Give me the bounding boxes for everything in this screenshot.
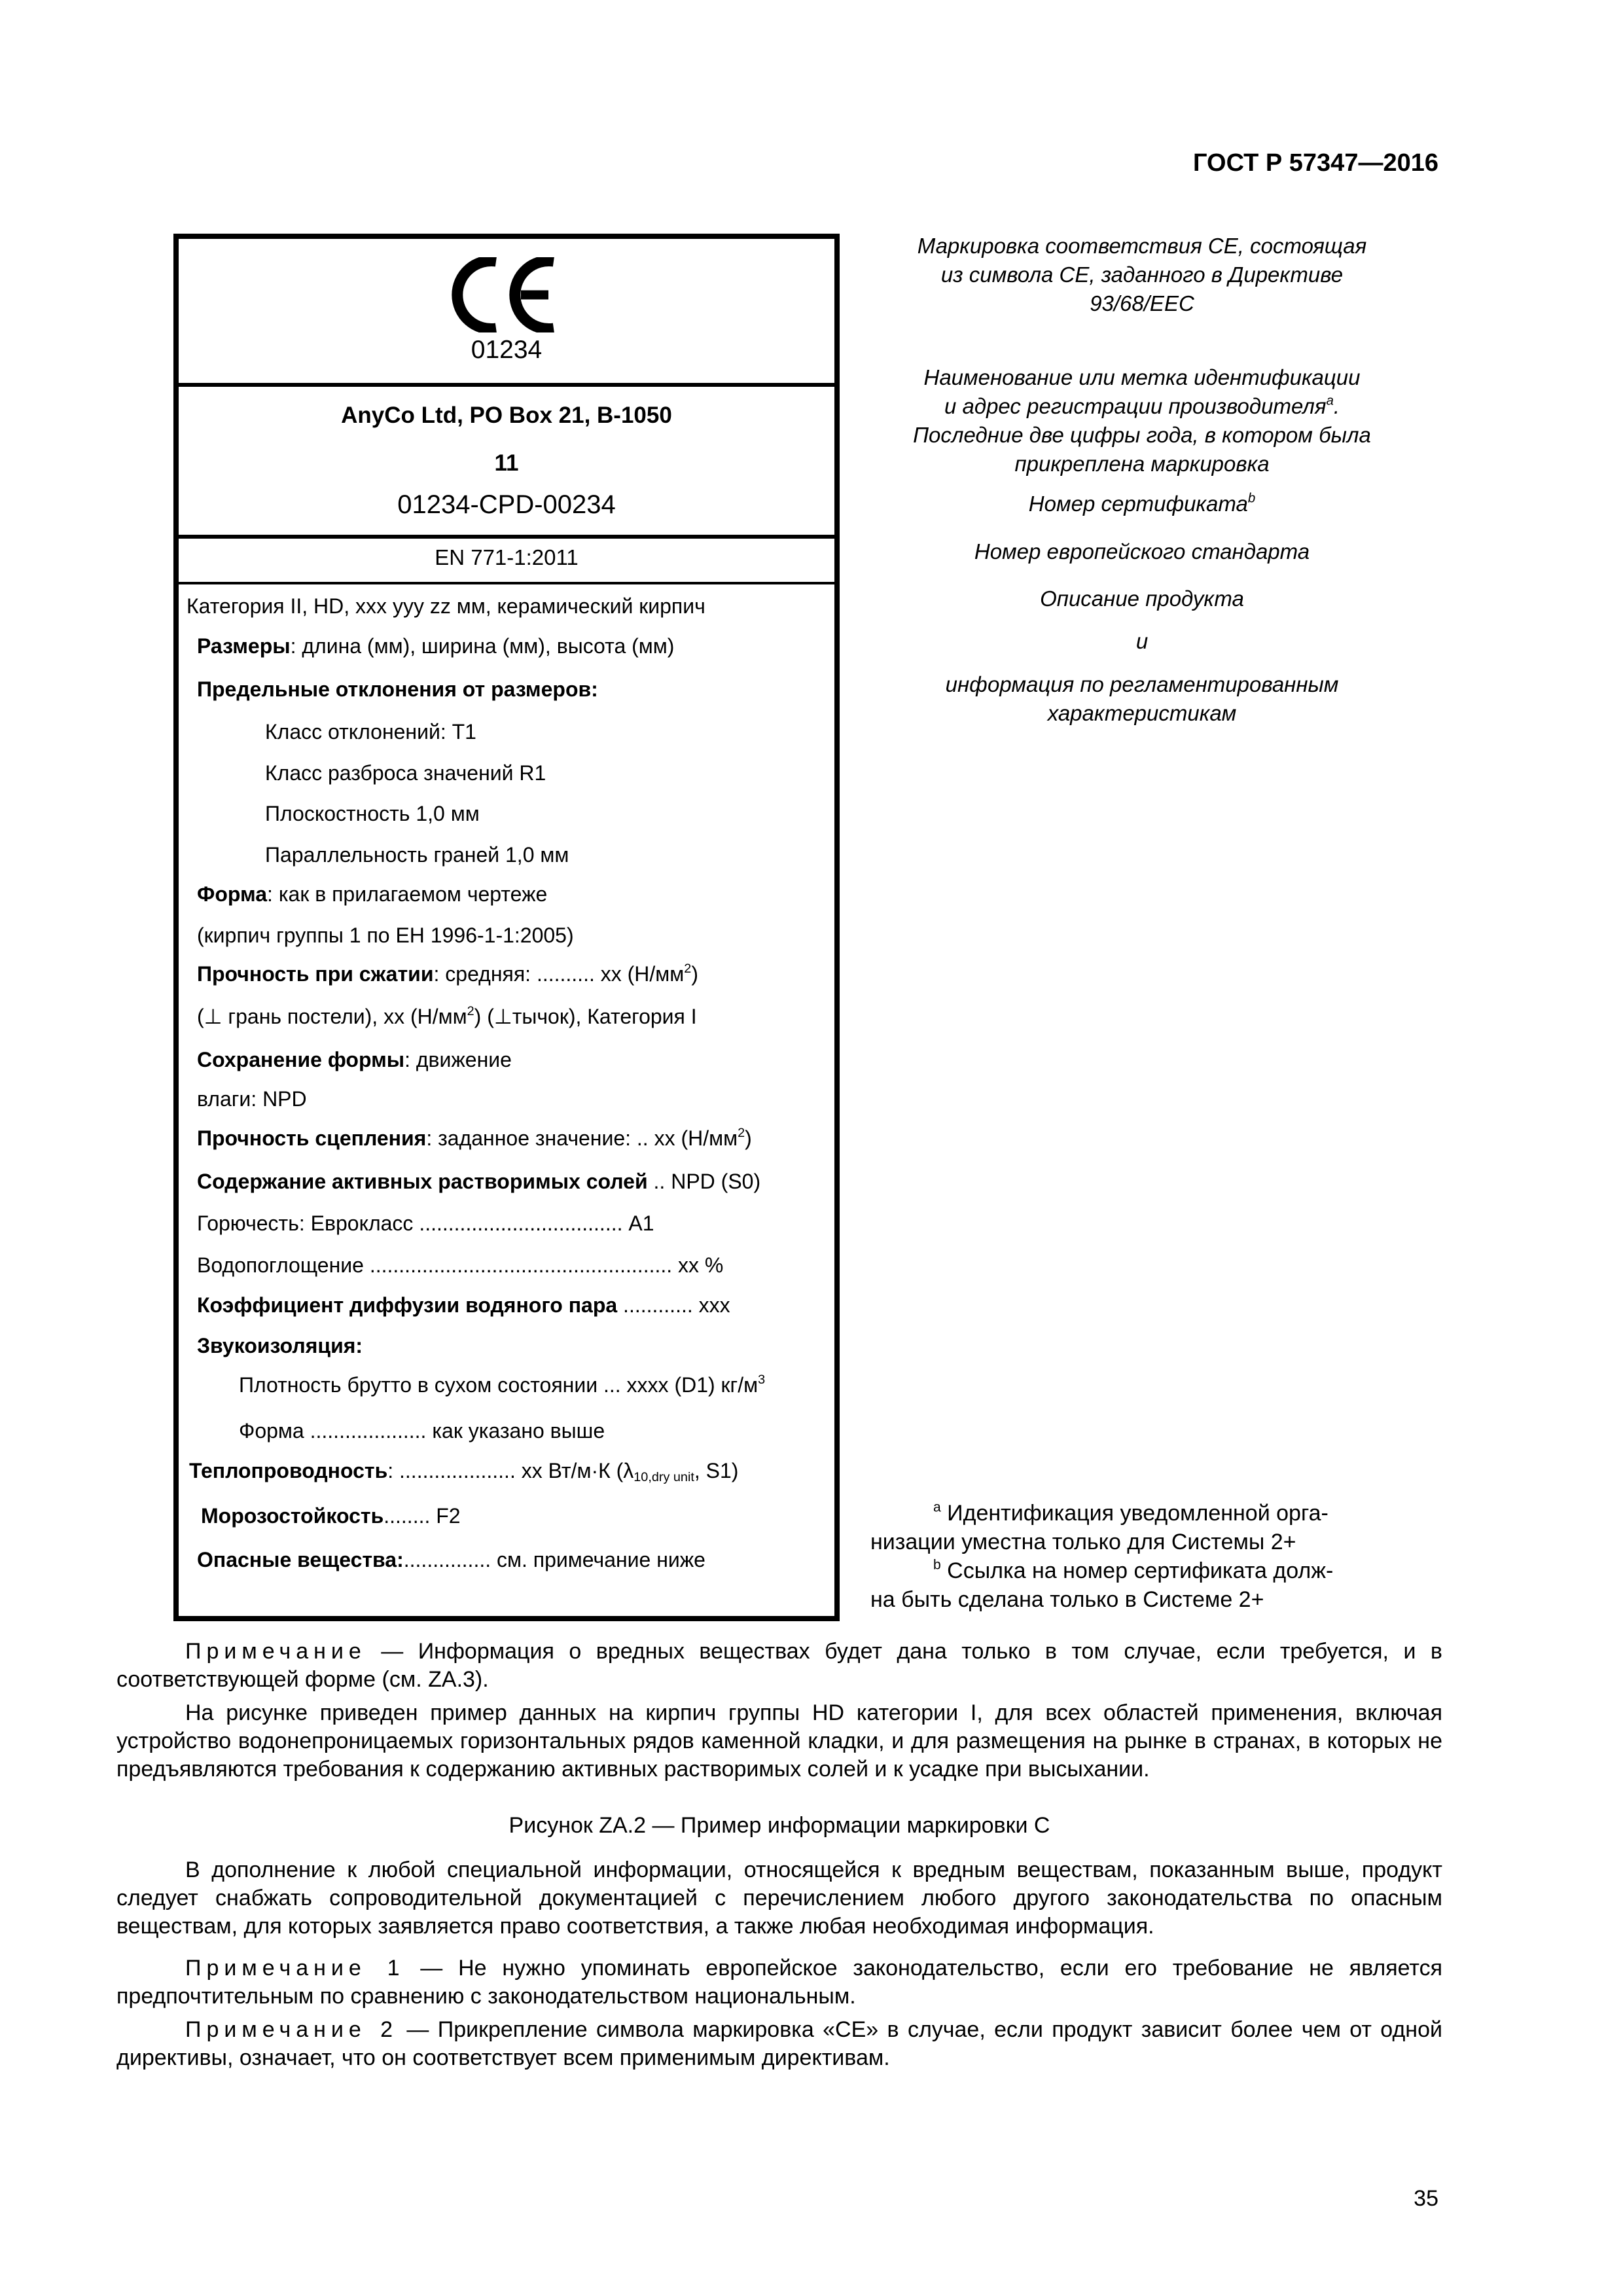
annotation-standard: Номер европейского стандарта: [974, 539, 1310, 564]
flatness: Плоскостность 1,0 мм: [265, 802, 480, 825]
thermal-conductivity-line: Теплопроводность: .................... xx Вт/м·К ($\lambda_{10,dry unit}$, S1): [189, 1459, 739, 1484]
sound-insulation-heading: Звукоизоляция:: [197, 1334, 363, 1357]
ce-logo-icon: [450, 257, 565, 332]
footnote-a: $^a$ Идентификация уведомленной орга- низации уместна только для Системы 2+: [870, 1499, 1329, 1556]
water-absorption-line: Водопоглощение .................................................... xx %: [197, 1253, 724, 1277]
paragraph-additional: В дополнение к любой специальной информации, относящейся к вредным веществам, показанным выше, продукт следует снабжать сопроводительной документацией с перечислением любого другого законодательства по опасным веществам, для которых заявляется право соответствия, а также любая необходимая информация.: [116, 1857, 1442, 1939]
notified-body-number: 01234: [471, 336, 543, 364]
footnote-b: $^b$ Ссылка на номер сертификата долж- на быть сделана только в Системе 2+: [870, 1556, 1333, 1614]
group-line: (кирпич группы 1 по ЕН 1996-1-1:2005): [197, 924, 574, 947]
annotation-line: характеристикам: [1047, 701, 1237, 725]
dimensions-line: Размеры: длина (мм), ширина (мм), высота (мм): [197, 634, 675, 658]
density-line: Плотность брутто в сухом состоянии ... xxxx (D1) $кг/м^3$: [239, 1372, 766, 1397]
annotation-line: Наименование или метка идентификации: [923, 365, 1361, 389]
standard-header: ГОСТ Р 57347—2016: [1193, 149, 1438, 177]
ce-section: [179, 239, 834, 387]
fire-class-line: Горючесть: Еврокласс ................................... A1: [197, 1211, 654, 1235]
shape-line: Форма .................... как указано выше: [239, 1419, 605, 1443]
certificate-number: 01234-CPD-00234: [397, 490, 616, 519]
annotation-line: 93/68/EEC: [1090, 291, 1194, 315]
shape-retention-line: Сохранение формы: движение: [197, 1048, 512, 1071]
annotation-line: информация по регламентированным: [945, 672, 1339, 696]
parallelism: Параллельность граней 1,0 мм: [265, 843, 569, 867]
annotation-line: и адрес регистрации производителя$^a$.: [944, 393, 1340, 418]
annotation-and: и: [1135, 629, 1149, 653]
footnote-line: низации уместна только для Системы 2+: [870, 1530, 1296, 1554]
category-line: Категория II, HD, xxx yyy zz мм, керамический кирпич: [187, 594, 705, 618]
paragraph-example: На рисунке приведен пример данных на кирпич группы HD категории I, для всех областей применения, включая устройство водонепроницаемых горизонтальных рядов каменной кладки, и для размещения на рынке в странах, в которых не предъявляются требования к содержанию активных растворимых солей и к усадке при высыхании.: [116, 1700, 1442, 1782]
compressive-strength-line-2: (⊥ грань постели), xx $(Н/мм^2)$ (⊥тычок), Категория I: [197, 1004, 697, 1028]
bond-strength-line: Прочность сцепления: заданное значение: .. xx $(Н/мм^2)$: [197, 1126, 752, 1150]
compressive-strength-line: Прочность при сжатии: средняя: .......... xx $(Н/мм^2)$: [197, 961, 698, 986]
annotation-certificate: Номер сертификата$^b$: [1028, 490, 1256, 516]
frost-resistance-line: Морозостойкость........ F2: [201, 1504, 461, 1528]
form-line: Форма: как в прилагаемом чертеже: [197, 882, 548, 906]
annotation-manufacturer: [867, 363, 1417, 478]
note-1: Примечание 1 — Не нужно упоминать европейское законодательство, если его требование не является предпочтительным по сравнению с законодательством национальным.: [116, 1956, 1442, 2009]
note-hazardous: Примечание — Информация о вредных веществах будет дана только в том случае, если требуется, и в соответствующей форме (см. ZA.3).: [116, 1639, 1442, 1692]
footnote-line: на быть сделана только в Системе 2+: [870, 1587, 1264, 1612]
hazardous-substances-line: Опасные вещества:............... см. примечание ниже: [197, 1548, 705, 1571]
tolerance-class: Класс отклонений: T1: [265, 720, 476, 744]
annotation-line: Последние две цифры года, в котором была: [913, 423, 1371, 447]
annotation-ce-mark: [867, 232, 1417, 318]
note-2: Примечание 2 — Прикрепление символа маркировка «CE» в случае, если продукт зависит более чем от одной директивы, означает, что он соответствует всем применимым директивам.: [116, 2017, 1442, 2070]
page-number: 35: [1414, 2186, 1438, 2211]
ce-marking-label: [173, 234, 840, 1621]
manufacturer-section: [179, 383, 834, 539]
annotation-description: Описание продукта: [1040, 586, 1244, 611]
standard-section: [179, 535, 834, 584]
moisture-line: влаги: NPD: [197, 1087, 307, 1111]
annotation-line: Маркировка соответствия CE, состоящая: [917, 234, 1367, 258]
european-standard: EN 771-1:2011: [435, 545, 579, 569]
year-digits: 11: [494, 450, 519, 476]
tolerances-heading: Предельные отклонения от размеров:: [197, 677, 598, 701]
vapour-diffusion-line: Коэффициент диффузии водяного пара ............ xxx: [197, 1293, 730, 1317]
annotation-characteristics: [867, 670, 1417, 728]
range-class: Класс разброса значений R1: [265, 761, 546, 785]
manufacturer: AnyCo Ltd, PO Box 21, B-1050: [341, 403, 672, 428]
figure-caption: Рисунок ZA.2 — Пример информации маркировки C: [508, 1813, 1050, 1838]
annotation-line: из символа CE, заданного в Директиве: [940, 262, 1344, 287]
annotation-line: прикреплена маркировка: [1014, 452, 1270, 476]
soluble-salts-line: Содержание активных растворимых солей .. NPD (S0): [197, 1170, 761, 1193]
